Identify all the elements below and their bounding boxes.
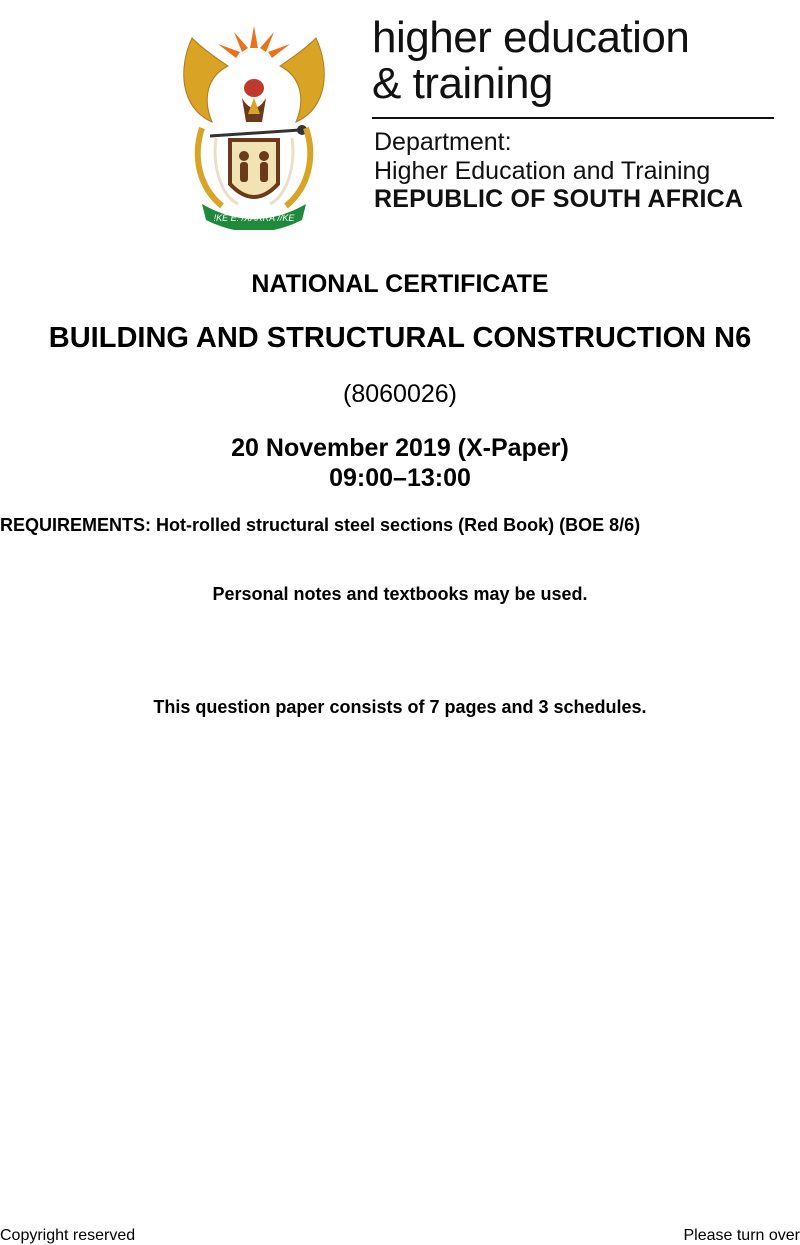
certificate-title: NATIONAL CERTIFICATE: [251, 270, 549, 298]
spear-icon: [210, 130, 300, 136]
shield-icon: [230, 140, 278, 197]
left-wheat-icon: [198, 128, 222, 206]
brand-title-line1: higher education: [372, 13, 690, 62]
copyright-footer: Copyright reserved: [0, 1227, 136, 1244]
department-name: Higher Education and Training: [374, 157, 711, 185]
notes-instruction: Personal notes and textbooks may be used.: [212, 584, 588, 604]
country-name: REPUBLIC OF SOUTH AFRICA: [374, 185, 744, 213]
subject-title: BUILDING AND STRUCTURAL CONSTRUCTION N6: [48, 322, 752, 354]
requirements-text: REQUIREMENTS: Hot-rolled structural steel sections (Red Book) (BOE 8/6): [0, 515, 641, 535]
subject-code: (8060026): [343, 380, 457, 408]
sun-rays-icon: [218, 26, 290, 58]
department-label: Department:: [374, 128, 512, 156]
turn-over-footer: Please turn over: [683, 1227, 800, 1244]
coat-of-arms-logo: [172, 18, 336, 230]
brand-divider: [372, 117, 774, 119]
right-wheat-icon: [286, 128, 310, 206]
page-count-info: This question paper consists of 7 pages and 3 schedules.: [153, 697, 647, 717]
left-wing-icon: [184, 38, 228, 122]
exam-date: 20 November 2019 (X-Paper): [231, 434, 569, 462]
brand-title-line2: & training: [372, 59, 553, 108]
crest-motto: !KE E: /XARRA //KE: [213, 213, 295, 223]
secretary-bird-icon: [242, 79, 266, 122]
exam-time: 09:00–13:00: [329, 464, 471, 492]
right-wing-icon: [280, 38, 324, 122]
